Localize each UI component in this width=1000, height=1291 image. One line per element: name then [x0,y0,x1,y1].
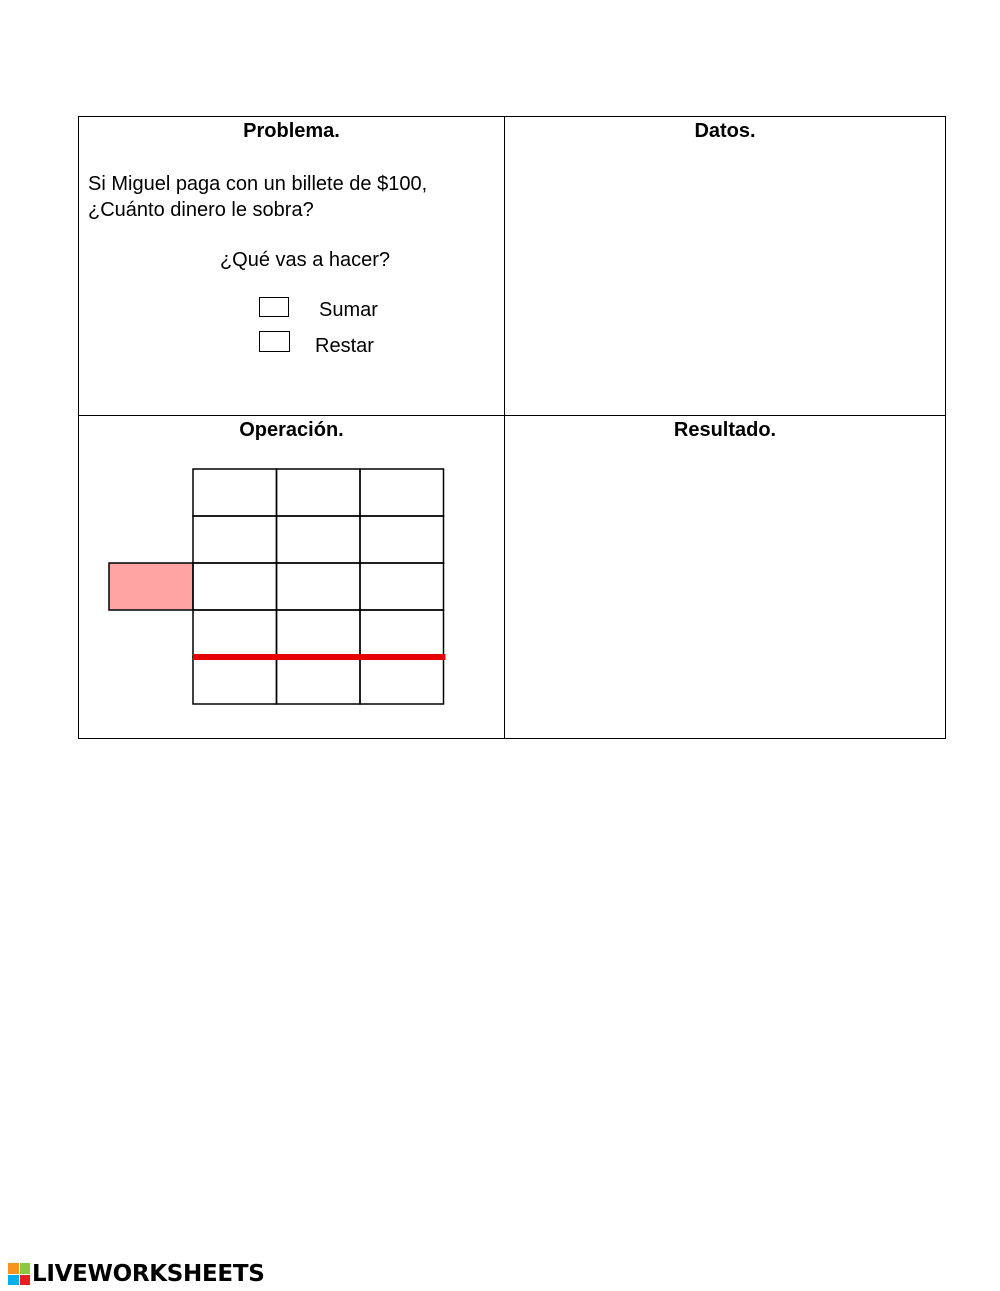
operation-cell [79,416,505,738]
operator-box[interactable] [109,563,193,610]
grid-cell[interactable] [277,563,361,610]
logo-text: LIVEWORKSHEETS [32,1261,265,1287]
data-title: Datos. [694,120,756,142]
problem-cell [79,117,505,416]
grid-cell[interactable] [193,516,277,563]
grid-cell[interactable] [360,563,444,610]
result-title: Resultado. [673,419,777,441]
restar-checkbox[interactable] [259,331,290,352]
grid-cell[interactable] [193,469,277,516]
grid-cell[interactable] [193,610,277,657]
problem-statement [88,171,498,223]
worksheet-table [78,116,946,739]
grid-cell[interactable] [360,469,444,516]
grid-cell[interactable] [360,657,444,704]
grid-cell[interactable] [277,469,361,516]
data-cell[interactable] [505,117,945,416]
grid-cell[interactable] [360,610,444,657]
operation-grid[interactable] [107,466,449,710]
sumar-checkbox[interactable] [259,297,289,317]
problem-text-line-1: Si Miguel paga con un billete de $100, [88,173,428,195]
restar-label: Restar [315,335,374,357]
problem-text-line-2: ¿Cuánto dinero le sobra? [88,199,314,221]
grid-cell[interactable] [277,516,361,563]
operation-title: Operación. [239,419,344,441]
logo-mark-icon [8,1263,30,1285]
grid-cell[interactable] [277,657,361,704]
liveworksheets-logo [8,1260,264,1288]
grid-cell[interactable] [360,516,444,563]
grid-cell[interactable] [277,610,361,657]
result-cell[interactable] [505,416,945,738]
grid-cell[interactable] [193,657,277,704]
operation-question: ¿Qué vas a hacer? [219,249,391,271]
sumar-label: Sumar [319,299,378,321]
grid-cell[interactable] [193,563,277,610]
problem-title: Problema. [243,120,340,142]
